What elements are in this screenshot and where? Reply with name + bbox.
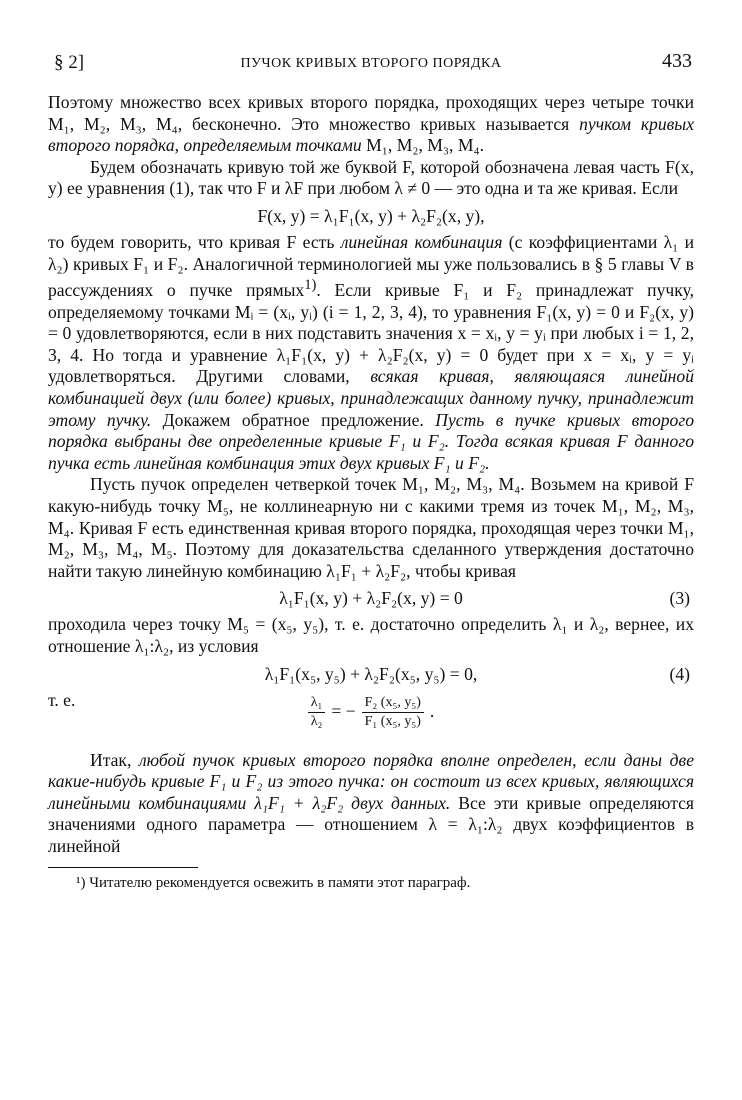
equation-3 [48,587,694,609]
paragraph-5: проходила через точку M₅ = (x₅, y₅), т. е. достаточно определить λ₁ и λ₂, вернее, их отношение λ₁:λ₂, из условия [48,614,694,656]
paragraph-3 [48,232,694,474]
numerator: F₂ (x₅, y₅) [362,694,424,713]
italic-theorem: Пусть в пучке кривых второго порядка выбраны две определенные кривые F₁ и F₂. Тогда всякая кривая F данного пучка есть линейная комбинация этих двух кривых F₁ и F₂. [48,409,694,473]
text-run: Итак, [90,749,139,770]
italic-conclusion: любой пучок кривых второго порядка вполне определен, если даны две какие-нибудь кривые F₁ и F₂ из этого пучка: он состоит из всех кривых, являющихся линейными комбинациями λ₁F₁ + λ₂F₂ двух данных. [48,749,694,813]
page [48,52,694,893]
fraction-line [308,694,435,731]
italic-term: пучком кривых второго порядка, определяемым точками [48,113,695,156]
paragraph-1 [48,92,694,157]
footnote-reference: 1) [304,277,317,294]
footnote-rule [48,867,198,868]
running-head [48,52,694,80]
numerator: λ₁ [308,694,326,713]
text-run: (с коэффициентами λ₁ и λ₂) кривых F₁ и F₂. Аналогичной терминологией мы уже пользовались в § 5 главы V в рассуждениях о пучке прямых [48,231,694,301]
text-run: M₁, M₂, M₃, M₄. [361,135,485,156]
equation-text: λ₁F₁(x₅, y₅) + λ₂F₂(x₅, y₅) = 0, [264,663,478,684]
italic-term: линейная комбинация [340,231,503,252]
text-run: т. е. [48,689,76,710]
equation-4 [48,663,694,685]
denominator: λ₂ [310,713,323,729]
text-run: . Если кривые F₁ и F₂ принадлежат пучку, определяемому точками Mᵢ = (xᵢ, yᵢ) (i = 1, 2, 3, 4), то уравнения F₁(x, y) = 0 и F₂(x, y) = 0 удовлетворяются, если в них подставить значения x = xᵢ, y = yᵢ при любых i = 1, 2, 3, 4. Но тогда и уравнение λ₁F₁(x, y) + λ₂F₂(x, y) = 0 будет при x = xᵢ, y = yᵢ удовлетворяться. Другими словами, [48,280,694,387]
equals-minus: = − [331,701,356,722]
footnote [48,874,694,893]
text-run: Поэтому множество всех кривых второго порядка, проходящих через четыре точки M₁, M₂, M₃, M₄, бесконечно. Это множество кривых называется [48,92,694,134]
text-run: то будем говорить, что кривая F есть [48,231,341,252]
fraction-f [362,694,424,731]
fraction-equation [48,690,694,740]
text-run: Докажем обратное предложение. [151,409,436,430]
paragraph-4: Пусть пучок определен четверкой точек M₁, M₂, M₃, M₄. Возьмем на кривой F какую-нибудь точку M₅, не коллинеарную ни с какими тремя из точек M₁, M₂, M₃, M₄. Кривая F есть единственная кривая второго порядка, проходящая через точки M₁, M₂, M₃, M₄, M₅. Поэтому для доказательства сделанного утверждения достаточно найти такую линейную комбинацию λ₁F₁ + λ₂F₂, чтобы кривая [48,474,694,581]
equation-1 [48,205,694,227]
body-text [48,92,694,857]
page-number: 433 [662,50,692,72]
equation-number: (3) [669,588,690,609]
running-title: ПУЧОК КРИВЫХ ВТОРОГО ПОРЯДКА [240,56,502,71]
equation-text: λ₁F₁(x, y) + λ₂F₂(x, y) = 0 [279,588,463,609]
section-number: § 2] [54,52,85,73]
fraction-lambda [308,694,326,731]
paragraph-2: Будем обозначать кривую той же буквой F, которой обозначена левая часть F(x, y) ее уравнения (1), так что F и λF при любом λ ≠ 0 — это одна и та же кривая. Если [48,156,694,199]
equation-number: (4) [669,663,690,684]
text-run: Все эти кривые определяются значениями одного параметра — отношением λ = λ₁:λ₂ двух коэффициентов в линейной [48,792,695,856]
footnote-mark: ¹) [76,875,86,892]
paragraph-6 [48,750,694,858]
equation-text: F(x, y) = λ₁F₁(x, y) + λ₂F₂(x, y), [257,205,485,226]
period: . [429,701,435,722]
footnote-text: Читателю рекомендуется освежить в памяти этот параграф. [85,875,471,892]
denominator: F₁ (x₅, y₅) [364,713,421,729]
italic-statement: всякая кривая, являющаяся линейной комбинацией двух (или более) кривых, принадлежащих данному пучку, принадлежит этому пучку. [48,366,694,430]
